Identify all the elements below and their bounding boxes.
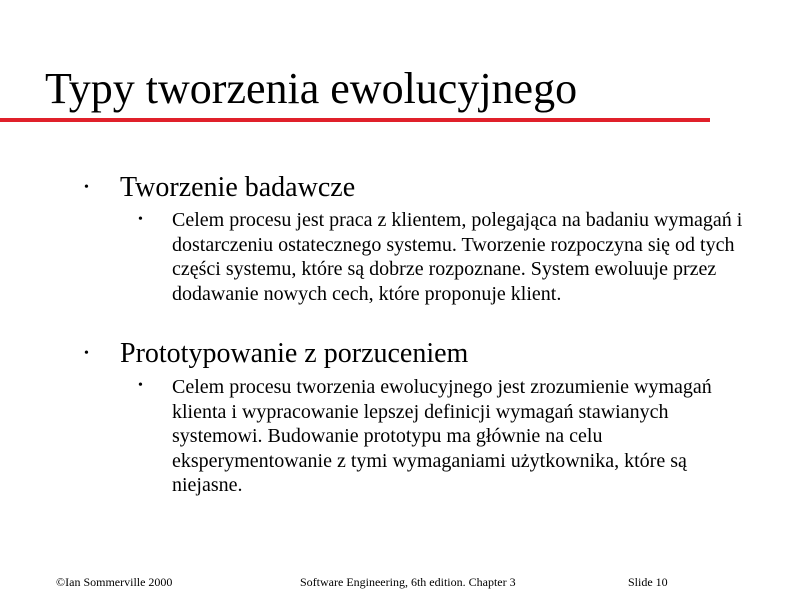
bullet-heading-prototypowanie: Prototypowanie z porzuceniem [120, 338, 469, 369]
bullet-detail-tworzenie-badawcze: Celem procesu jest praca z klientem, polegająca na badaniu wymagań i dostarczeniu ostatecznego systemu. Tworzenie rozpoczyna się od tych części systemu, które są dobrze rozpoznane. System ewoluuje przez dodawanie nowych cech, które proponuje klient. [172, 209, 743, 305]
bullet-heading-tworzenie-badawcze: Tworzenie badawcze [120, 172, 356, 203]
footer-slide-number: Slide 10 [628, 575, 668, 589]
bullet-detail-prototypowanie: Celem procesu tworzenia ewolucyjnego jest zrozumienie wymagań klienta i wypracowanie lepszej definicji wymagań stawianych systemowi. Budowanie prototypu ma głównie na celu eksperymentowanie z tymi wymaganiami użytkownika, które są niejasne. [172, 376, 712, 496]
sub-bullet-marker: • [138, 212, 143, 227]
footer-course: Software Engineering, 6th edition. Chapter 3 [300, 575, 516, 589]
bullet-marker: • [84, 180, 89, 195]
bullet-marker: • [84, 346, 89, 361]
slide-title: Typy tworzenia ewolucyjnego [45, 64, 578, 113]
sub-bullet-marker: • [138, 378, 143, 393]
title-underline [0, 118, 710, 122]
footer-copyright: ©Ian Sommerville 2000 [56, 575, 173, 589]
